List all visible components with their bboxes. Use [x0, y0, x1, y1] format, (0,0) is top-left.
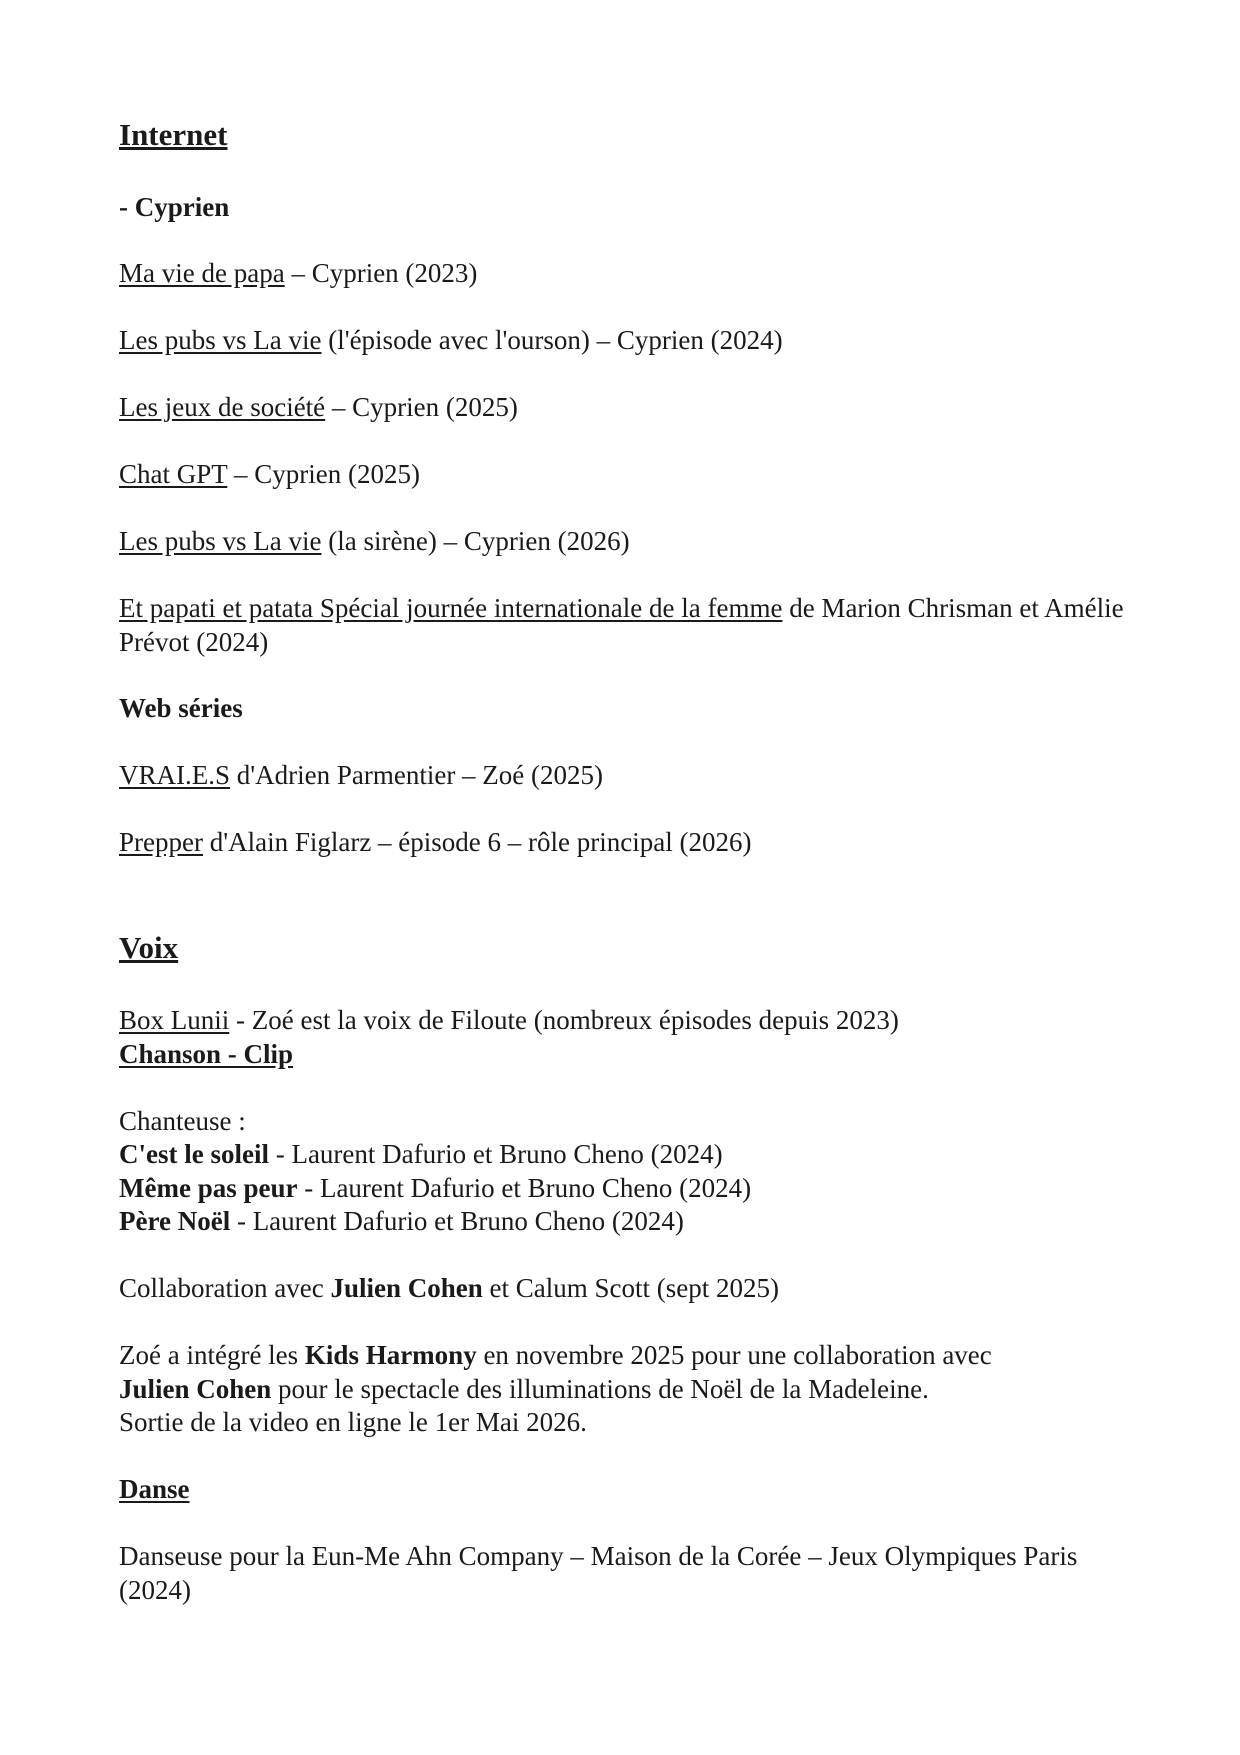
item-details: (l'épisode avec l'ourson) – Cyprien (2024) [321, 325, 783, 355]
item-title: Les jeux de société [119, 392, 326, 422]
item-title: Prepper [119, 827, 203, 857]
list-item [119, 390, 1139, 424]
song-credits: - Laurent Dafurio et Bruno Cheno (2024) [230, 1206, 684, 1236]
song-credits: - Laurent Dafurio et Bruno Cheno (2024) [268, 1139, 723, 1169]
song-item [119, 1204, 1139, 1238]
song-credits: - Laurent Dafurio et Bruno Cheno (2024) [297, 1173, 752, 1203]
section-heading-chanson: Chanson - Clip [119, 1039, 294, 1069]
item-details: d'Alain Figlarz – épisode 6 – rôle principal (2026) [202, 827, 752, 857]
group-name: Kids Harmony [304, 1340, 477, 1370]
list-item [119, 825, 1139, 859]
item-details: d'Adrien Parmentier – Zoé (2025) [230, 760, 604, 790]
danse-text: Danseuse pour la Eun-Me Ahn Company – Maison de la Corée – Jeux Olympiques Paris (2024) [119, 1541, 1078, 1605]
item-title: VRAI.E.S [119, 760, 231, 790]
subheading-web-series: Web séries [119, 693, 243, 723]
song-item [119, 1171, 1139, 1205]
item-details: de Marion Chrisman et Amélie Prévot (2024) [119, 593, 1124, 657]
section-heading-internet: Internet [119, 117, 228, 152]
video-release-text: Sortie de la video en ligne le 1er Mai 2026. [119, 1407, 587, 1437]
list-item [119, 457, 1139, 491]
kids-harmony-text-line2: Julien Cohen pour le spectacle des illuminations de Noël de la Madeleine. [119, 1374, 929, 1404]
list-item [119, 256, 1139, 290]
list-item [119, 758, 1139, 792]
item-details: – Cyprien (2025) [227, 459, 420, 489]
collaborator-name: Julien Cohen [119, 1374, 272, 1404]
collaborator-name: Julien Cohen [330, 1273, 483, 1303]
section-heading-voix: Voix [119, 930, 179, 965]
kids-harmony-text: Zoé a intégré les Kids Harmony en novembre 2025 pour une collaboration avec [119, 1340, 992, 1370]
list-item [119, 1003, 1139, 1037]
item-title: Box Lunii [119, 1005, 230, 1035]
song-item [119, 1137, 1139, 1171]
song-title: C'est le soleil [119, 1139, 269, 1169]
list-item [119, 591, 1139, 659]
item-details: (la sirène) – Cyprien (2026) [321, 526, 630, 556]
item-details: - Zoé est la voix de Filoute (nombreux épisodes depuis 2023) [229, 1005, 899, 1035]
list-item [119, 524, 1139, 558]
song-title: Même pas peur [119, 1173, 298, 1203]
item-details: – Cyprien (2023) [284, 258, 478, 288]
collaboration-text: Collaboration avec Julien Cohen et Calum Scott (sept 2025) [119, 1273, 779, 1303]
item-title: Les pubs vs La vie [119, 526, 322, 556]
chanteuse-label: Chanteuse : [119, 1106, 246, 1136]
list-item [119, 323, 1139, 357]
subheading-cyprien: - Cyprien [119, 192, 230, 222]
song-title: Père Noël [119, 1206, 231, 1236]
item-title: Et papati et patata Spécial journée internationale de la femme [119, 593, 783, 623]
item-title: Les pubs vs La vie [119, 325, 322, 355]
item-title: Ma vie de papa [119, 258, 285, 288]
item-title: Chat GPT [119, 459, 228, 489]
section-heading-danse: Danse [119, 1474, 190, 1504]
item-details: – Cyprien (2025) [325, 392, 518, 422]
